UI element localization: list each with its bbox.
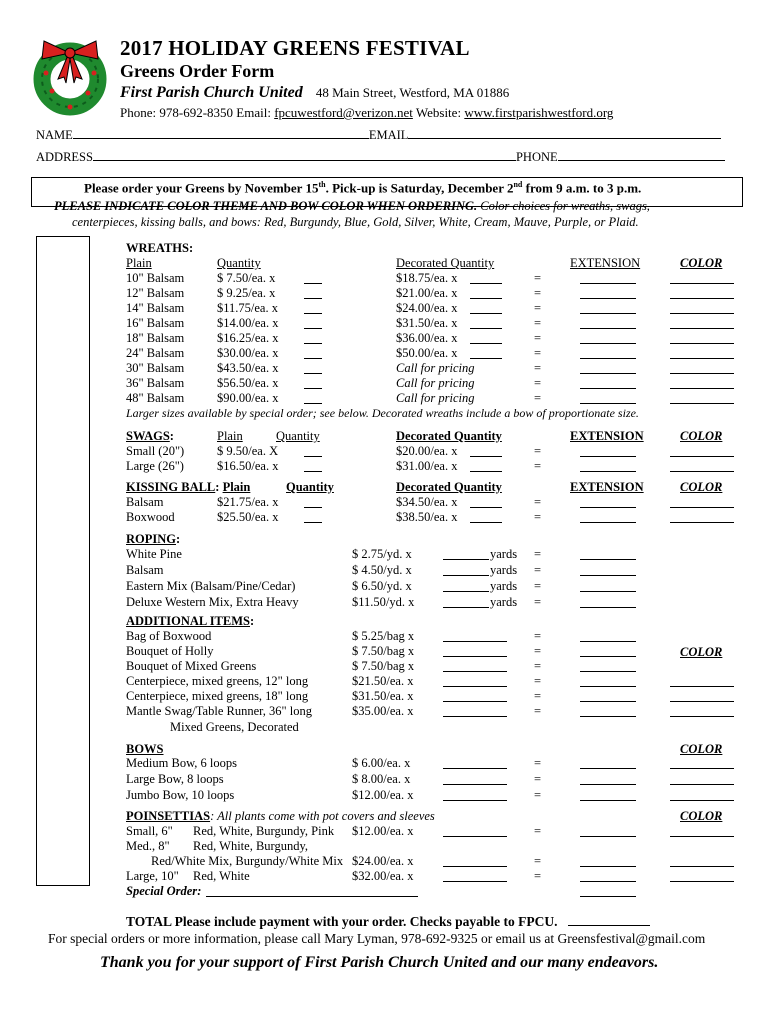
extension-field[interactable] xyxy=(580,331,636,344)
special-order-row: Special Order: xyxy=(0,884,770,899)
blank-field[interactable] xyxy=(443,704,507,717)
poinsettia-small-row: Small, 6" Red, White, Burgundy, Pink $12.00/ea. x = xyxy=(0,824,770,839)
color-field[interactable] xyxy=(670,331,734,344)
blank-field[interactable] xyxy=(304,444,322,457)
church-line xyxy=(120,84,509,102)
special-order-field[interactable] xyxy=(206,884,418,897)
address-field[interactable] xyxy=(36,149,725,165)
color-field[interactable] xyxy=(670,459,734,472)
wreath-row: 18" Balsam $16.25/ea. x $36.00/ea. x = xyxy=(0,331,770,346)
extension-field[interactable] xyxy=(580,459,636,472)
roping-row: White Pine $ 2.75/yd. x yards = xyxy=(0,547,770,562)
wreaths-note: Larger sizes available by special order; see below. Decorated wreaths include a bow of proportionate size. xyxy=(126,406,639,420)
blank-field[interactable] xyxy=(470,459,502,472)
extension-field[interactable] xyxy=(580,579,636,592)
blank-field[interactable] xyxy=(470,316,502,329)
contact-info: For special orders or more information, please call Mary Lyman, 978-692-9325 or email us at Greensfestival@gmail.com xyxy=(48,931,706,946)
extension-field[interactable] xyxy=(580,644,636,657)
color-field[interactable] xyxy=(670,704,734,717)
wreath-logo xyxy=(28,33,112,117)
swag-row: Large (26") $16.50/ea. x $31.00/ea. x = xyxy=(0,459,770,474)
roping-row: Balsam $ 4.50/yd. x yards = xyxy=(0,563,770,578)
blank-field[interactable] xyxy=(304,510,322,523)
extension-field[interactable] xyxy=(580,346,636,359)
color-field[interactable] xyxy=(670,510,734,523)
color-field[interactable] xyxy=(670,495,734,508)
wreaths-header: Plain Quantity Decorated Quantity EXTENSION COLOR xyxy=(126,256,723,270)
blank-field[interactable] xyxy=(443,689,507,702)
extension-field[interactable] xyxy=(580,788,636,801)
swags-header: SWAGS: Plain Quantity Decorated Quantity EXTENSION COLOR xyxy=(126,429,723,443)
extension-field[interactable] xyxy=(580,444,636,457)
wreath-row: 30" Balsam $43.50/ea. x Call for pricing = xyxy=(0,361,770,376)
additional-item-row: Centerpiece, mixed greens, 18" long $31.50/ea. x = xyxy=(0,689,770,704)
blank-field[interactable] xyxy=(443,644,507,657)
color-field[interactable] xyxy=(670,286,734,299)
total-field[interactable] xyxy=(568,913,650,926)
blank-field[interactable] xyxy=(443,547,489,560)
kissing-ball-row: Balsam $21.75/ea. x $34.50/ea. x = xyxy=(0,495,770,510)
extension-field[interactable] xyxy=(580,704,636,717)
email-label: Email: xyxy=(236,105,271,120)
blank-field[interactable] xyxy=(304,316,322,329)
blank-field[interactable] xyxy=(470,271,502,284)
extension-field[interactable] xyxy=(580,674,636,687)
blank-field[interactable] xyxy=(470,346,502,359)
poinsettia-large-row: Large, 10" Red, White $32.00/ea. x = xyxy=(0,869,770,884)
bows-title: BOWS xyxy=(126,742,164,756)
extension-field[interactable] xyxy=(580,563,636,576)
blank-field[interactable] xyxy=(304,495,322,508)
phone-field-label: PHONE xyxy=(515,150,558,164)
color-field[interactable] xyxy=(670,788,734,801)
kissing-ball-row: Boxwood $25.50/ea. x $38.50/ea. x = xyxy=(0,510,770,525)
additional-item-row: Centerpiece, mixed greens, 12" long $21.50/ea. x = xyxy=(0,674,770,689)
extension-field[interactable] xyxy=(580,376,636,389)
extension-field[interactable] xyxy=(580,659,636,672)
blank-field[interactable] xyxy=(304,361,322,374)
extension-field[interactable] xyxy=(580,772,636,785)
color-field[interactable] xyxy=(670,689,734,702)
extension-field[interactable] xyxy=(580,629,636,642)
extension-field[interactable] xyxy=(580,301,636,314)
blank-field[interactable] xyxy=(443,756,507,769)
blank-field[interactable] xyxy=(304,286,322,299)
color-field[interactable] xyxy=(670,674,734,687)
extension-field[interactable] xyxy=(580,510,636,523)
blank-field[interactable] xyxy=(470,301,502,314)
color-field[interactable] xyxy=(670,756,734,769)
blank-field[interactable] xyxy=(443,629,507,642)
blank-field[interactable] xyxy=(470,495,502,508)
color-choices: centerpieces, kissing balls, and bows: Red, Burgundy, Blue, Gold, Silver, White, Cream, Mauve, Purple, or Plaid. xyxy=(72,215,639,229)
color-field[interactable] xyxy=(670,391,734,404)
wreath-row: 10" Balsam $ 7.50/ea. x $18.75/ea. x = xyxy=(0,271,770,286)
color-field[interactable] xyxy=(670,772,734,785)
blank-field[interactable] xyxy=(470,331,502,344)
order-deadline: Please order your Greens by November 15th. Pick-up is Saturday, December 2nd from 9 a.m. to 3 p.m. xyxy=(84,180,642,196)
color-field[interactable] xyxy=(670,346,734,359)
additional-color-header: COLOR xyxy=(680,645,723,659)
additional-item-row: Bag of Boxwood $ 5.25/bag x = xyxy=(0,629,770,644)
blank-field[interactable] xyxy=(443,563,489,576)
wreath-row: 12" Balsam $ 9.25/ea. x $21.00/ea. x = xyxy=(0,286,770,301)
extension-field[interactable] xyxy=(580,595,636,608)
form-title: 2017 HOLIDAY GREENS FESTIVAL xyxy=(120,36,470,60)
additional-title: ADDITIONAL ITEMS: xyxy=(126,614,255,628)
roping-row: Deluxe Western Mix, Extra Heavy $11.50/yd. x yards = xyxy=(0,595,770,610)
wreath-row: 14" Balsam $11.75/ea. x $24.00/ea. x = xyxy=(0,301,770,316)
additional-item-row: Bouquet of Holly $ 7.50/bag x = xyxy=(0,644,770,659)
bow-row: Jumbo Bow, 10 loops $12.00/ea. x = xyxy=(0,788,770,803)
thank-you: Thank you for your support of First Parish Church United and our many endeavors. xyxy=(100,954,659,971)
contact-line xyxy=(120,105,613,121)
extension-field[interactable] xyxy=(580,271,636,284)
extension-field[interactable] xyxy=(580,286,636,299)
blank-field[interactable] xyxy=(304,459,322,472)
address-label: ADDRESS xyxy=(36,150,93,164)
church-address: 48 Main Street, Westford, MA 01886 xyxy=(315,85,510,100)
blank-field[interactable] xyxy=(304,301,322,314)
blank-field[interactable] xyxy=(304,391,322,404)
website-label: Website: xyxy=(415,105,462,120)
mixed-greens-decorated: Mixed Greens, Decorated xyxy=(170,720,299,734)
roping-title: ROPING: xyxy=(126,532,181,546)
bow-row: Medium Bow, 6 loops $ 6.00/ea. x = xyxy=(0,756,770,771)
poinsettia-med-row-2: Red/White Mix, Burgundy/White Mix $24.00/ea. x = xyxy=(0,854,770,869)
wreath-row: 24" Balsam $30.00/ea. x $50.00/ea. x = xyxy=(0,346,770,361)
color-field[interactable] xyxy=(670,271,734,284)
color-field[interactable] xyxy=(670,376,734,389)
color-field[interactable] xyxy=(670,316,734,329)
blank-field[interactable] xyxy=(304,376,322,389)
phone-text: Phone: 978-692-8350 xyxy=(120,105,234,120)
extension-field[interactable] xyxy=(580,391,636,404)
email-link[interactable]: fpcuwestford@verizon.net xyxy=(274,105,413,120)
email-field-label: EMAIL xyxy=(368,128,409,142)
name-field[interactable] xyxy=(36,127,721,143)
blank-field[interactable] xyxy=(443,595,489,608)
blank-field[interactable] xyxy=(443,674,507,687)
blank-field[interactable] xyxy=(304,271,322,284)
poinsettia-med-row: Med., 8" Red, White, Burgundy, xyxy=(126,839,309,853)
kissing-header: KISSING BALL: Plain Quantity Decorated Quantity EXTENSION COLOR xyxy=(126,480,723,494)
blank-field[interactable] xyxy=(443,788,507,801)
blank-field[interactable] xyxy=(470,286,502,299)
wreath-row: 16" Balsam $14.00/ea. x $31.50/ea. x = xyxy=(0,316,770,331)
additional-item-row: Bouquet of Mixed Greens $ 7.50/bag x = xyxy=(0,659,770,674)
color-field[interactable] xyxy=(670,301,734,314)
name-label: NAME xyxy=(36,128,73,142)
roping-row: Eastern Mix (Balsam/Pine/Cedar) $ 6.50/yd. x yards = xyxy=(0,579,770,594)
church-name: First Parish Church United xyxy=(120,84,303,101)
blank-field[interactable] xyxy=(304,346,322,359)
form-subtitle: Greens Order Form xyxy=(120,61,275,81)
poinsettias-title: POINSETTIAS: All plants come with pot covers and sleeves xyxy=(126,809,435,823)
blank-field[interactable] xyxy=(443,659,507,672)
color-field[interactable] xyxy=(670,444,734,457)
extension-field[interactable] xyxy=(580,689,636,702)
wreaths-title: WREATHS: xyxy=(126,241,194,255)
blank-field[interactable] xyxy=(470,444,502,457)
blank-field[interactable] xyxy=(443,772,507,785)
blank-field[interactable] xyxy=(304,331,322,344)
extension-field[interactable] xyxy=(580,361,636,374)
bow-row: Large Bow, 8 loops $ 8.00/ea. x = xyxy=(0,772,770,787)
swag-row: Small (20") $ 9.50/ea. X $20.00/ea. x = xyxy=(0,444,770,459)
color-instruction: PLEASE INDICATE COLOR THEME AND BOW COLOR WHEN ORDERING. Color choices for wreaths, swags, xyxy=(54,199,650,213)
wreath-row: 36" Balsam $56.50/ea. x Call for pricing = xyxy=(0,376,770,391)
bows-color-header: COLOR xyxy=(680,742,723,756)
total-line: TOTAL Please include payment with your order. Checks payable to FPCU. xyxy=(126,913,650,930)
additional-item-row: Mantle Swag/Table Runner, 36" long $35.00/ea. x = xyxy=(0,704,770,719)
extension-field[interactable] xyxy=(580,756,636,769)
website-link[interactable]: www.firstparishwestford.org xyxy=(464,105,614,120)
extension-field[interactable] xyxy=(580,316,636,329)
color-field[interactable] xyxy=(670,361,734,374)
blank-field[interactable] xyxy=(470,510,502,523)
blank-field[interactable] xyxy=(443,579,489,592)
extension-field[interactable] xyxy=(580,547,636,560)
wreath-row: 48" Balsam $90.00/ea. x Call for pricing = xyxy=(0,391,770,406)
poinsettias-color-header: COLOR xyxy=(680,809,723,823)
extension-field[interactable] xyxy=(580,495,636,508)
